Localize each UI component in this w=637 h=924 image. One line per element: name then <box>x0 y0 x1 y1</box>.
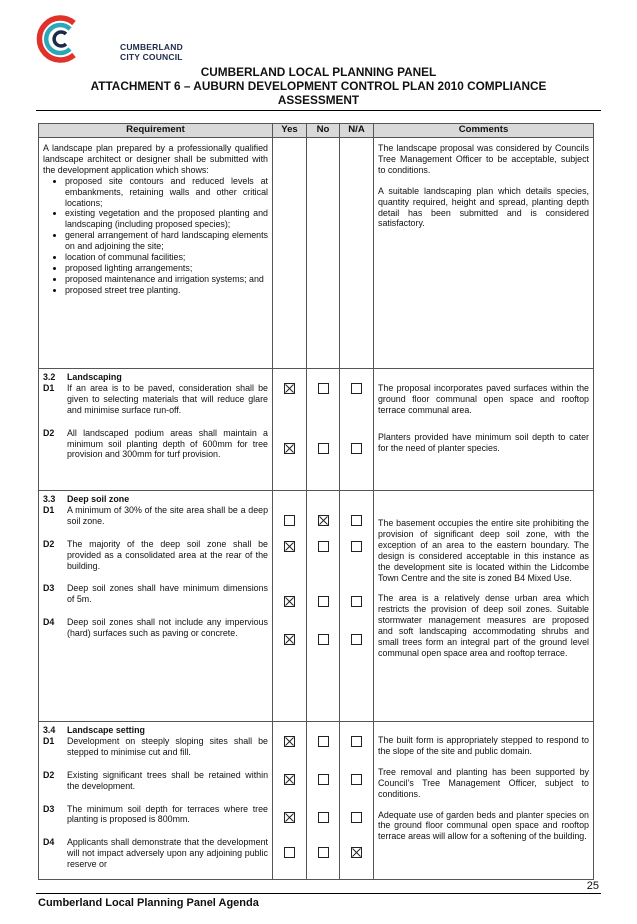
logo-text <box>120 42 183 62</box>
control-text: Deep soil zones shall have minimum dimensions of 5m. <box>67 583 268 605</box>
checkbox-checked[interactable] <box>284 443 295 454</box>
compliance-table <box>38 123 594 880</box>
control-item <box>43 617 268 639</box>
comment-cell <box>374 369 594 491</box>
control-code: D2 <box>43 769 55 780</box>
table-row <box>39 138 594 369</box>
table-row <box>39 491 594 722</box>
yes-cell <box>273 491 307 722</box>
control-text: A minimum of 30% of the site area shall be a deep soil zone. <box>67 504 268 526</box>
checkbox[interactable] <box>318 736 329 747</box>
cumberland-logo-mark-icon <box>36 14 86 64</box>
checkbox-checked[interactable] <box>284 383 295 394</box>
col-header-requirement: Requirement <box>39 124 273 138</box>
list-item: • proposed maintenance and irrigation systems; and <box>65 274 268 285</box>
comment-text: The basement occupies the entire site prohibiting the provision of significant deep soil zone, with the exception of an area to the eastern boundary. The design is considered acceptable in this instance as the development site is located within the Lidcombe Town Centre and the site is zoned B4 Mixed Use. <box>378 518 589 583</box>
control-code: D1 <box>43 735 55 746</box>
checkbox[interactable] <box>351 515 362 526</box>
section-title: Landscape setting <box>67 725 145 735</box>
na-cell <box>340 369 374 491</box>
list-item: • proposed site contours and reduced levels at embankments, retaining walls and other critical locations; <box>65 176 268 209</box>
footer-text: Cumberland Local Planning Panel Agenda <box>38 897 259 909</box>
control-text: Development on steeply sloping sites shall be stepped to minimise cut and fill. <box>67 735 268 757</box>
requirement-bullets <box>43 176 268 296</box>
col-header-na: N/A <box>340 124 374 138</box>
checkbox-checked[interactable] <box>284 541 295 552</box>
col-header-yes: Yes <box>273 124 307 138</box>
checkbox[interactable] <box>318 812 329 823</box>
checkbox[interactable] <box>351 774 362 785</box>
control-item <box>43 837 268 870</box>
requirement-cell <box>39 722 273 880</box>
checked-cross-icon <box>285 542 294 551</box>
comment-text: Planters provided have minimum soil depth to cater for the need of planter species. <box>378 431 589 453</box>
requirement-cell <box>39 491 273 722</box>
section-number: 3.2 <box>43 372 56 382</box>
checkbox[interactable] <box>284 847 295 858</box>
list-item: • proposed street tree planting. <box>65 285 268 296</box>
checked-cross-icon <box>352 848 361 857</box>
control-item <box>43 383 268 416</box>
control-text: Applicants shall demonstrate that the development will not impact adversely upon any adjoining public reserve or <box>67 837 268 870</box>
yes-cell <box>273 138 307 369</box>
table-row <box>39 722 594 880</box>
control-text: The majority of the deep soil zone shall be provided as a consolidated area at the rear of the building. <box>67 538 268 571</box>
comment-cell <box>374 722 594 880</box>
checkbox[interactable] <box>318 383 329 394</box>
checkbox-checked[interactable] <box>284 634 295 645</box>
comment-text: The area is a relatively dense urban area which restricts the provision of deep soil zones. Suitable stormwater management measures are proposed and soft landscaping accommodating shrubs and small trees form an integral part of the ground level communal open space area and rooftop terrace. <box>378 593 589 658</box>
title-line-1: CUMBERLAND LOCAL PLANNING PANEL <box>200 65 437 79</box>
checked-cross-icon <box>285 737 294 746</box>
comment-cell <box>374 491 594 722</box>
title-line-2: ATTACHMENT 6 – AUBURN DEVELOPMENT CONTROL PLAN 2010 COMPLIANCE <box>90 79 547 93</box>
no-cell <box>307 491 340 722</box>
section-number: 3.4 <box>43 725 56 735</box>
cumberland-logo <box>36 14 236 66</box>
list-item: • general arrangement of hard landscaping elements on and adjoining the site; <box>65 230 268 252</box>
control-item <box>43 539 268 572</box>
control-code: D4 <box>43 837 55 848</box>
yes-cell <box>273 722 307 880</box>
checkbox[interactable] <box>351 383 362 394</box>
page-number: 25 <box>586 880 599 892</box>
control-item <box>43 736 268 758</box>
list-item: • proposed lighting arrangements; <box>65 263 268 274</box>
checked-cross-icon <box>285 813 294 822</box>
list-item: • existing vegetation and the proposed planting and landscaping (including proposed species); <box>65 208 268 230</box>
header-divider <box>36 110 601 111</box>
checkbox-checked[interactable] <box>284 596 295 607</box>
comment-text: The proposal incorporates paved surfaces within the ground floor communal open space and rooftop terrace communal area. <box>378 383 589 415</box>
control-code: D4 <box>43 617 55 628</box>
control-text: The minimum soil depth for terraces where tree planting is proposed is 800mm. <box>67 803 268 825</box>
control-text: Existing significant trees shall be retained within the development. <box>67 769 268 791</box>
control-text: Deep soil zones shall not include any impervious (hard) surfaces such as paving or concrete. <box>67 617 268 639</box>
checkbox[interactable] <box>318 541 329 552</box>
control-item <box>43 428 268 461</box>
control-code: D3 <box>43 583 55 594</box>
col-header-no: No <box>307 124 340 138</box>
control-item <box>43 583 268 605</box>
section-title: Deep soil zone <box>67 494 130 504</box>
section-heading <box>43 494 268 505</box>
footer-divider <box>36 893 601 894</box>
logo-line-1: CUMBERLAND <box>120 42 183 52</box>
control-code: D1 <box>43 382 55 393</box>
checkbox[interactable] <box>318 847 329 858</box>
table-header-row <box>39 124 594 138</box>
checked-cross-icon <box>285 597 294 606</box>
checkbox-checked[interactable] <box>284 812 295 823</box>
section-heading <box>43 725 268 736</box>
checkbox-checked[interactable] <box>318 515 329 526</box>
checkbox[interactable] <box>351 443 362 454</box>
checkbox[interactable] <box>351 541 362 552</box>
comment-text: The built form is appropriately stepped to respond to the slope of the site and public domain. <box>378 735 589 756</box>
checkbox[interactable] <box>351 634 362 645</box>
section-heading <box>43 372 268 383</box>
requirement-intro: A landscape plan prepared by a professionally qualified landscape architect or designer shall be submitted with the development application which shows: <box>43 143 268 175</box>
no-cell <box>307 722 340 880</box>
checked-cross-icon <box>285 635 294 644</box>
checkbox[interactable] <box>318 443 329 454</box>
yes-cell <box>273 369 307 491</box>
checked-cross-icon <box>285 384 294 393</box>
comment-text: Adequate use of garden beds and planter species on the ground floor communal open space and rooftop terrace areas will allow for a softening of the building. <box>378 809 589 842</box>
checkbox[interactable] <box>351 596 362 607</box>
control-code: D1 <box>43 504 55 515</box>
section-number: 3.3 <box>43 494 56 504</box>
control-item <box>43 505 268 527</box>
comment-text: A suitable landscaping plan which details species, quantity required, height and spread, planting depth detail has been submitted and is considered satisfactory. <box>378 185 589 229</box>
checked-cross-icon <box>319 516 328 525</box>
logo-line-2: CITY COUNCIL <box>120 52 183 62</box>
checkbox-checked[interactable] <box>284 736 295 747</box>
list-item: • location of communal facilities; <box>65 252 268 263</box>
control-code: D2 <box>43 427 55 438</box>
checked-cross-icon <box>285 775 294 784</box>
col-header-comments: Comments <box>374 124 594 138</box>
requirement-cell <box>39 138 273 369</box>
control-text: If an area is to be paved, consideration shall be given to selecting materials that will reduce glare and minimise surface run-off. <box>67 382 268 415</box>
checkbox[interactable] <box>318 774 329 785</box>
control-text: All landscaped podium areas shall maintain a minimum soil planting depth of 600mm for tree provision and 300mm for turf provision. <box>67 427 268 460</box>
checkbox-checked[interactable] <box>284 774 295 785</box>
control-code: D3 <box>43 803 55 814</box>
comment-text: The landscape proposal was considered by Councils Tree Management Officer to be acceptable, subject to conditions. <box>378 143 589 175</box>
na-cell <box>340 138 374 369</box>
checked-cross-icon <box>285 444 294 453</box>
checkbox-checked[interactable] <box>351 847 362 858</box>
na-cell <box>340 491 374 722</box>
page-title <box>36 65 601 107</box>
checkbox[interactable] <box>318 634 329 645</box>
control-item <box>43 770 268 792</box>
section-title: Landscaping <box>67 372 122 382</box>
checkbox[interactable] <box>351 736 362 747</box>
no-cell <box>307 138 340 369</box>
requirement-cell <box>39 369 273 491</box>
table-row <box>39 369 594 491</box>
comment-cell <box>374 138 594 369</box>
comment-text: Tree removal and planting has been supported by Council’s Tree Management Officer, subject to conditions. <box>378 766 589 799</box>
control-item <box>43 804 268 826</box>
na-cell <box>340 722 374 880</box>
control-code: D2 <box>43 538 55 549</box>
checkbox[interactable] <box>318 596 329 607</box>
checkbox[interactable] <box>284 515 295 526</box>
title-line-3: ASSESSMENT <box>277 93 360 107</box>
no-cell <box>307 369 340 491</box>
checkbox[interactable] <box>351 812 362 823</box>
